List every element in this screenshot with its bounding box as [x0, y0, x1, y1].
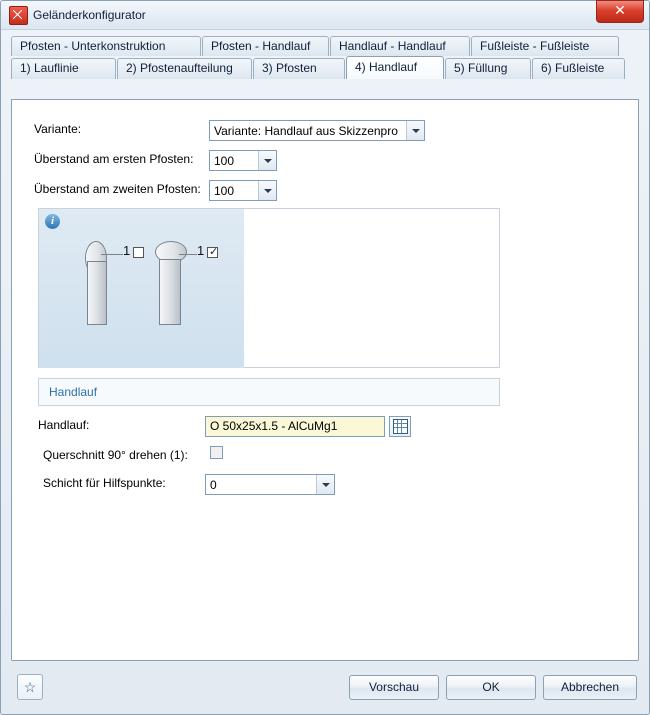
- chevron-down-icon[interactable]: [258, 151, 276, 170]
- tab-handlauf-handlauf[interactable]: Handlauf - Handlauf: [330, 36, 470, 56]
- window-title: Geländerkonfigurator: [33, 8, 146, 22]
- ueberstand-zweiter-label: Überstand am zweiten Pfosten:: [34, 182, 201, 196]
- tab-row-secondary: [11, 35, 639, 56]
- ueberstand-erster-value: 100: [214, 153, 235, 168]
- handlauf-label: Handlauf:: [38, 418, 90, 432]
- leader-line-right: [179, 254, 197, 255]
- chevron-down-icon[interactable]: [406, 121, 424, 140]
- ok-button[interactable]: OK: [446, 675, 536, 700]
- tab-fuellung[interactable]: 5) Füllung: [445, 58, 531, 79]
- schicht-row: [43, 476, 166, 490]
- handlauf-field-group: [205, 416, 411, 437]
- handlauf-value-field[interactable]: O 50x25x1.5 - AlCuMg1: [205, 416, 385, 437]
- close-button[interactable]: ✕: [596, 0, 644, 23]
- variante-row: [34, 122, 214, 136]
- preview-checkbox-right: [207, 247, 218, 258]
- tab-pfosten[interactable]: 3) Pfosten: [253, 58, 345, 79]
- title-bar: [1, 1, 649, 30]
- handlauf-row: [38, 418, 89, 432]
- preview-illustration: [39, 209, 244, 368]
- app-icon: [9, 6, 28, 25]
- querschnitt-checkbox[interactable]: [210, 446, 223, 459]
- post-right: [159, 259, 181, 325]
- ueberstand-zweiter-combo[interactable]: [209, 180, 277, 201]
- chevron-down-icon[interactable]: [258, 181, 276, 200]
- tab-pfostenaufteilung[interactable]: 2) Pfostenaufteilung: [117, 58, 252, 79]
- preview-checkbox-left: [133, 247, 144, 258]
- ueberstand-erster-label: Überstand am ersten Pfosten:: [34, 152, 194, 166]
- ueberstand-zweiter-row: [34, 182, 201, 196]
- post-left: [87, 261, 107, 325]
- variante-value: Variante: Handlauf aus Skizzenpro: [214, 123, 398, 138]
- schicht-value: 0: [210, 477, 217, 492]
- preview-image-box: [38, 208, 500, 368]
- star-icon: ☆: [23, 678, 37, 695]
- leader-line-left: [101, 254, 123, 255]
- schicht-combo[interactable]: [205, 474, 335, 495]
- chevron-down-icon[interactable]: [316, 475, 334, 494]
- tab-row-primary: [11, 58, 639, 79]
- tab-panel-handlauf: [11, 99, 639, 661]
- variante-combo[interactable]: [209, 120, 425, 141]
- cancel-button[interactable]: Abbrechen: [543, 675, 637, 700]
- tab-fussleiste[interactable]: 6) Fußleiste: [532, 58, 625, 79]
- ueberstand-zweiter-value: 100: [214, 183, 235, 198]
- section-handlauf-header: Handlauf: [38, 378, 500, 406]
- dialog-content: [1, 29, 649, 714]
- tab-fussleiste-fussleiste[interactable]: Fußleiste - Fußleiste: [471, 36, 619, 56]
- tab-lauflinie[interactable]: 1) Lauflinie: [11, 58, 116, 79]
- favorite-button[interactable]: [17, 674, 43, 700]
- preview-number-right: 1: [197, 243, 205, 258]
- querschnitt-label: Querschnitt 90° drehen (1):: [43, 448, 188, 462]
- querschnitt-row: [43, 448, 188, 462]
- table-picker-icon[interactable]: [389, 416, 411, 437]
- ueberstand-erster-row: [34, 152, 193, 166]
- preview-button[interactable]: Vorschau: [349, 675, 439, 700]
- tab-strip: [11, 35, 639, 79]
- info-icon: i: [45, 214, 60, 229]
- tab-pfosten-unterkonstruktion[interactable]: Pfosten - Unterkonstruktion: [11, 36, 201, 56]
- preview-number-left: 1: [123, 243, 131, 258]
- tab-pfosten-handlauf[interactable]: Pfosten - Handlauf: [202, 36, 329, 56]
- ueberstand-erster-combo[interactable]: [209, 150, 277, 171]
- tab-handlauf[interactable]: 4) Handlauf: [346, 56, 444, 79]
- variante-label: Variante:: [34, 122, 82, 136]
- schicht-label: Schicht für Hilfspunkte:: [43, 476, 166, 490]
